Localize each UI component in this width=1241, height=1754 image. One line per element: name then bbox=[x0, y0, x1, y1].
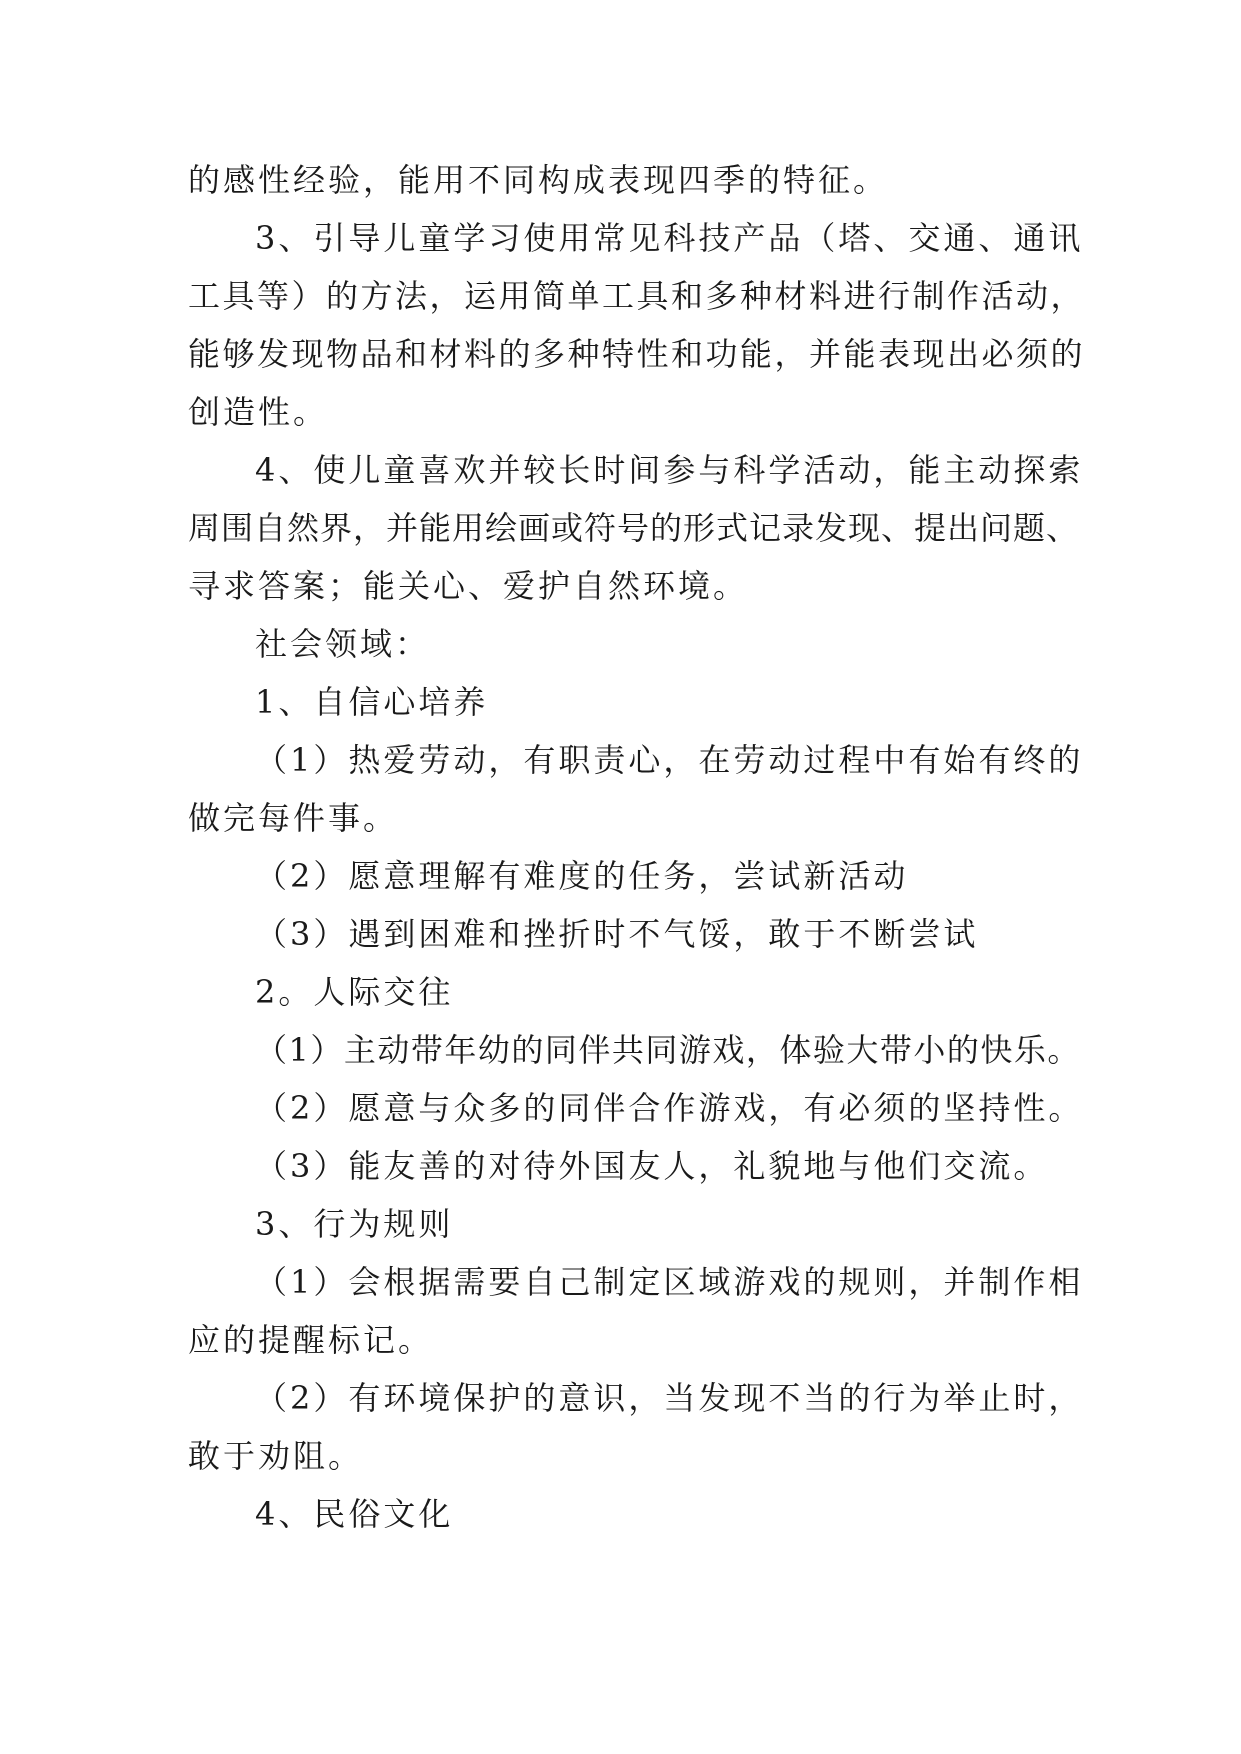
subsection-heading: 3、行为规则 bbox=[255, 1205, 454, 1243]
subsection-heading: 1、自信心培养 bbox=[255, 683, 489, 721]
text-line: （1）会根据需要自己制定区域游戏的规则，并制作相 bbox=[255, 1263, 1084, 1301]
text-line: （2）愿意与众多的同伴合作游戏，有必须的坚持性。 bbox=[255, 1089, 1084, 1127]
text-line: （1）主动带年幼的同伴共同游戏，体验大带小的快乐。 bbox=[255, 1031, 1081, 1069]
text-line: 应的提醒标记。 bbox=[188, 1321, 434, 1359]
text-line: 寻求答案；能关心、爱护自然环境。 bbox=[188, 567, 749, 605]
text-line: 创造性。 bbox=[188, 393, 329, 431]
text-line: （1）热爱劳动，有职责心，在劳动过程中有始有终的 bbox=[255, 741, 1084, 779]
subsection-heading: 4、民俗文化 bbox=[255, 1495, 454, 1533]
text-line: （3）遇到困难和挫折时不气馁，敢于不断尝试 bbox=[255, 915, 979, 953]
section-heading: 社会领域： bbox=[255, 625, 431, 663]
text-line: 周围自然界，并能用绘画或符号的形式记录发现、提出问题、 bbox=[188, 509, 1080, 547]
text-line: 做完每件事。 bbox=[188, 799, 399, 837]
text-line: （2）有环境保护的意识，当发现不当的行为举止时， bbox=[255, 1379, 1084, 1417]
text-line: 敢于劝阻。 bbox=[188, 1437, 364, 1475]
text-line: 能够发现物品和材料的多种特性和功能，并能表现出必须的 bbox=[188, 335, 1086, 373]
text-line: 4、使儿童喜欢并较长时间参与科学活动，能主动探索 bbox=[255, 451, 1084, 489]
text-line: 的感性经验，能用不同构成表现四季的特征。 bbox=[188, 161, 889, 199]
text-line: 工具等）的方法，运用简单工具和多种材料进行制作活动， bbox=[188, 277, 1086, 315]
text-line: 3、引导儿童学习使用常见科技产品（塔、交通、通讯 bbox=[255, 219, 1084, 257]
subsection-heading: 2。人际交往 bbox=[255, 973, 454, 1011]
text-line: （3）能友善的对待外国友人，礼貌地与他们交流。 bbox=[255, 1147, 1049, 1185]
text-line: （2）愿意理解有难度的任务，尝试新活动 bbox=[255, 857, 909, 895]
